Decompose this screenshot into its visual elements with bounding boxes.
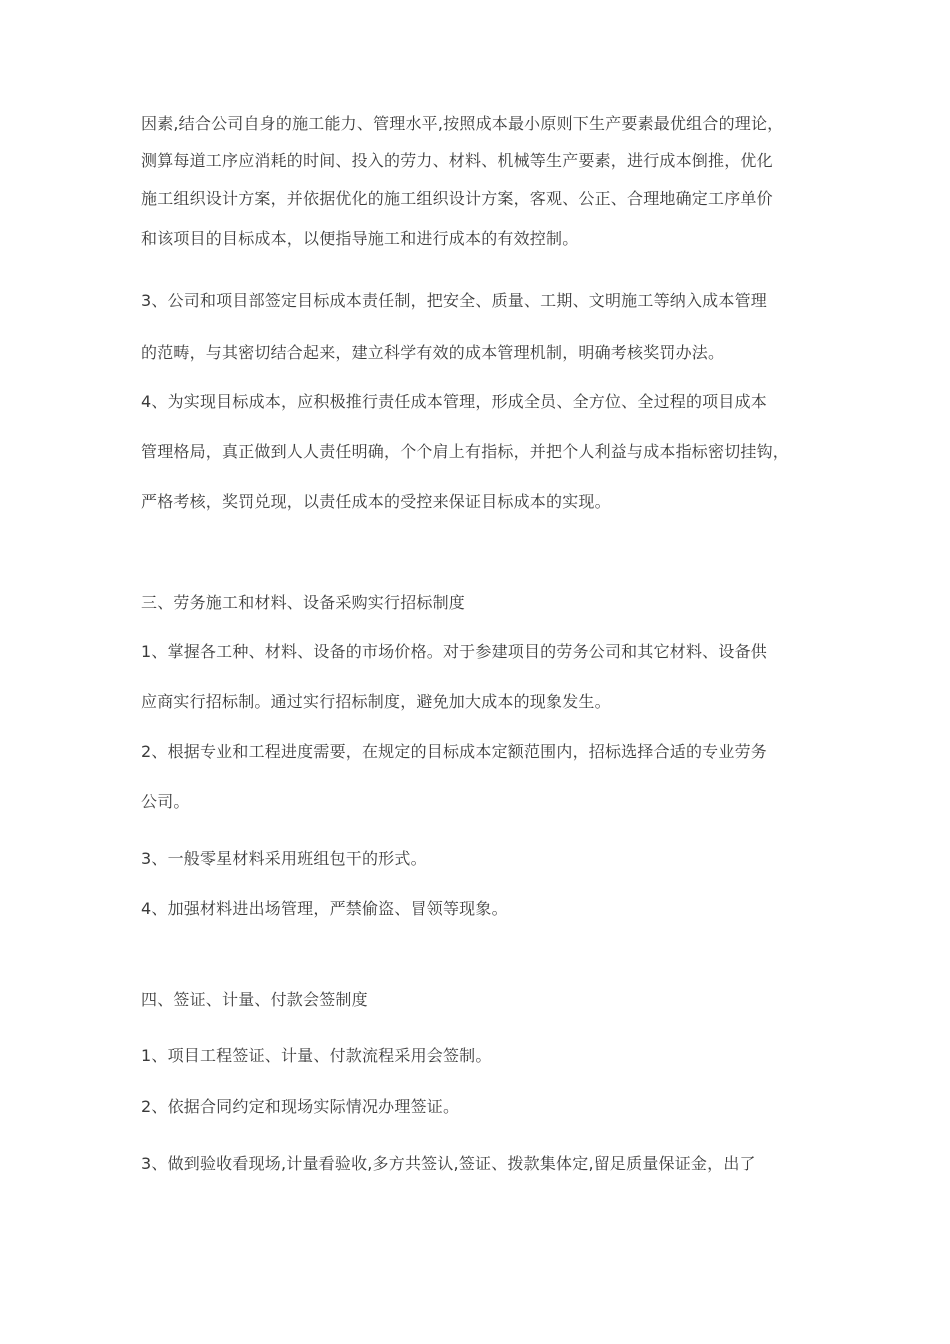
paragraph-line: 严格考核，奖罚兑现，以责任成本的受控来保证目标成本的实现。 xyxy=(141,492,611,511)
numbered-item-line: 3、一般零星材料采用班组包干的形式。 xyxy=(141,849,427,868)
section-heading: 三、劳务施工和材料、设备采购实行招标制度 xyxy=(141,593,466,612)
numbered-item-line: 2、根据专业和工程进度需要，在规定的目标成本定额范围内，招标选择合适的专业劳务 xyxy=(141,742,767,761)
paragraph-line: 和该项目的目标成本，以便指导施工和进行成本的有效控制。 xyxy=(141,229,579,248)
numbered-item-line: 1、项目工程签证、计量、付款流程采用会签制。 xyxy=(141,1046,492,1065)
numbered-item-line: 1、掌握各工种、材料、设备的市场价格。对于参建项目的劳务公司和其它材料、设备供 xyxy=(141,642,767,661)
paragraph-line: 施工组织设计方案，并依据优化的施工组织设计方案，客观、公正、合理地确定工序单价 xyxy=(141,189,773,208)
numbered-item-line: 4、为实现目标成本，应积极推行责任成本管理，形成全员、全方位、全过程的项目成本 xyxy=(141,392,767,411)
paragraph-line: 测算每道工序应消耗的时间、投入的劳力、材料、机械等生产要素，进行成本倒推，优化 xyxy=(141,151,773,170)
numbered-item-line: 3、做到验收看现场,计量看验收,多方共签认,签证、拨款集体定,留足质量保证金，出了 xyxy=(141,1154,756,1173)
numbered-item-line: 2、依据合同约定和现场实际情况办理签证。 xyxy=(141,1097,460,1116)
paragraph-line: 的范畴，与其密切结合起来，建立科学有效的成本管理机制，明确考核奖罚办法。 xyxy=(141,343,725,362)
paragraph-line: 公司。 xyxy=(141,792,190,811)
section-heading: 四、签证、计量、付款会签制度 xyxy=(141,990,368,1009)
paragraph-line: 因素,结合公司自身的施工能力、管理水平,按照成本最小原则下生产要素最优组合的理论， xyxy=(141,114,784,133)
paragraph-line: 应商实行招标制。通过实行招标制度，避免加大成本的现象发生。 xyxy=(141,692,611,711)
numbered-item-line: 4、加强材料进出场管理，严禁偷盗、冒领等现象。 xyxy=(141,899,508,918)
paragraph-line: 管理格局，真正做到人人责任明确，个个肩上有指标，并把个人利益与成本指标密切挂钩， xyxy=(141,442,790,461)
numbered-item-line: 3、公司和项目部签定目标成本责任制，把安全、质量、工期、文明施工等纳入成本管理 xyxy=(141,291,767,310)
